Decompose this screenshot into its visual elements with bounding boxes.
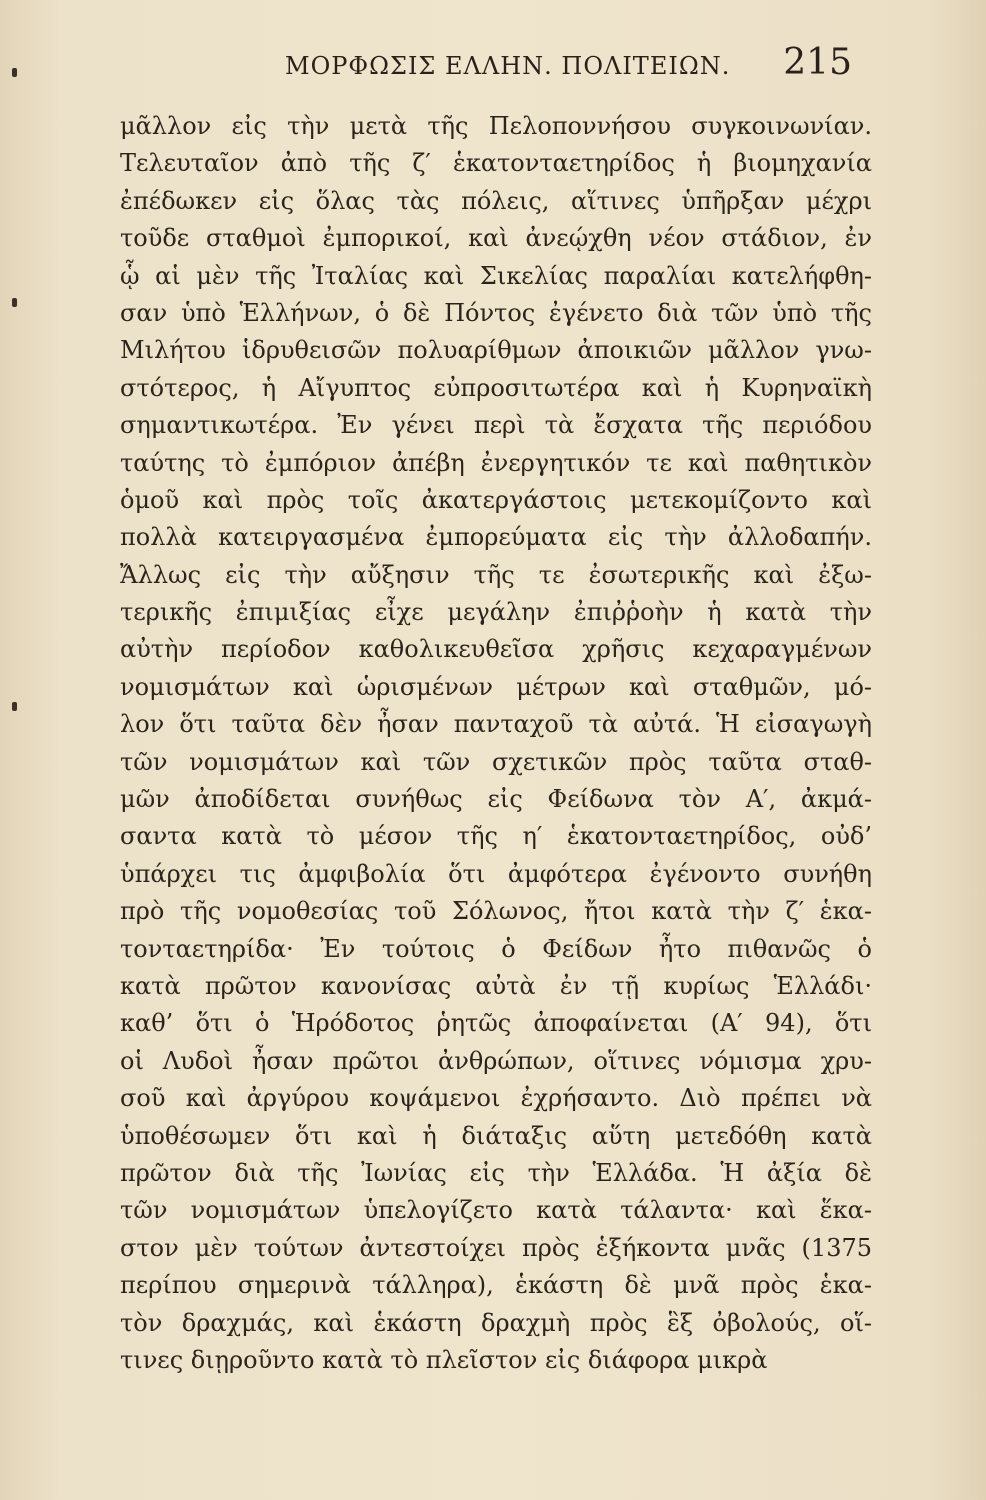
text-line: τερικῆς ἐπιμιξίας εἶχε μεγάλην ἐπιῤῥοὴν ἡ κατὰ τὴν [120,598,872,627]
text-line: ὑποθέσωμεν ὅτι καὶ ἡ διάταξις αὕτη μετεδόθη κατὰ [120,1121,872,1150]
text-line: ᾧ αἱ μὲν τῆς Ἰταλίας καὶ Σικελίας παραλίαι κατελήφθη- [120,261,872,290]
text-line: Ἄλλως εἰς τὴν αὔξησιν τῆς τε ἐσωτερικῆς καὶ ἐξω- [120,560,872,589]
text-line: περίπου σημερινὰ τάλληρα), ἑκάστη δὲ μνᾶ πρὸς ἑκα- [120,1271,872,1300]
text-line: σαντα κατὰ τὸ μέσον τῆς η′ ἑκατονταετηρίδος, οὐδ’ [120,822,872,851]
text-line: στον μὲν τούτων ἀντεστοίχει πρὸς ἑξήκοντα μνᾶς (1375 [120,1233,872,1262]
text-line: ταύτης τὸ ἐμπόριον ἀπέβη ἐνεργητικόν τε καὶ παθητικὸν [120,448,872,477]
page-number: 215 [783,42,852,83]
margin-speck [12,702,17,711]
text-line: ἐπέδωκεν εἰς ὅλας τὰς πόλεις, αἵτινες ὑπῆρξαν μέχρι [120,186,872,215]
text-line: σαν ὑπὸ Ἑλλήνων, ὁ δὲ Πόντος ἐγένετο διὰ τῶν ὑπὸ τῆς [120,298,872,327]
text-line: τοῦδε σταθμοὶ ἐμπορικοί, καὶ ἀνεῴχθη νέον στάδιον, ἐν [120,224,872,253]
page-header [120,38,860,98]
text-line: πρῶτον διὰ τῆς Ἰωνίας εἰς τὴν Ἑλλάδα. Ἡ ἀξία δὲ [120,1158,872,1187]
text-line: νομισμάτων καὶ ὡρισμένων μέτρων καὶ σταθμῶν, μό- [120,672,872,701]
text-line: πρὸ τῆς νομοθεσίας τοῦ Σόλωνος, ἤτοι κατὰ τὴν ζ′ ἑκα- [120,897,872,926]
text-line: αὐτὴν περίοδον καθολικευθεῖσα χρῆσις κεχαραγμένων [120,635,872,664]
margin-speck [12,298,17,307]
body-text [120,108,872,1379]
margin-speck [12,68,17,77]
running-title: ΜΟΡΦΩΣΙΣ ΕΛΛΗΝ. ΠΟΛΙΤΕΙΩΝ. [285,52,731,80]
text-line: κατὰ πρῶτον κανονίσας αὐτὰ ἐν τῇ κυρίως Ἑλλάδι· [120,971,872,1000]
text-line: στότερος, ἡ Αἴγυπτος εὐπροσιτωτέρα καὶ ἡ Κυρηναϊκὴ [120,373,872,402]
text-line: τῶν νομισμάτων καὶ τῶν σχετικῶν πρὸς ταῦτα σταθ- [120,747,872,776]
text-line: ὁμοῦ καὶ πρὸς τοῖς ἀκατεργάστοις μετεκομίζοντο καὶ [120,485,872,514]
text-line: καθ’ ὅτι ὁ Ἡρόδοτος ῥητῶς ἀποφαίνεται (Α′ 94), ὅτι [120,1009,872,1038]
text-line: οἱ Λυδοὶ ἦσαν πρῶτοι ἀνθρώπων, οἵτινες νόμισμα χρυ- [120,1046,872,1075]
text-line: τινες διῃροῦντο κατὰ τὸ πλεῖστον εἰς διάφορα μικρὰ [120,1345,768,1374]
text-line: τονταετηρίδα· Ἐν τούτοις ὁ Φείδων ἦτο πιθανῶς ὁ [120,934,872,963]
text-line: πολλὰ κατειργασμένα ἐμπορεύματα εἰς τὴν ἀλλοδαπήν. [120,523,872,552]
text-line: σοῦ καὶ ἀργύρου κοψάμενοι ἐχρήσαντο. Διὸ πρέπει νὰ [120,1084,872,1113]
text-line: μῶν ἀποδίδεται συνήθως εἰς Φείδωνα τὸν Α′, ἀκμά- [120,785,872,814]
text-line: Μιλήτου ἱδρυθεισῶν πολυαρίθμων ἀποικιῶν μᾶλλον γνω- [120,336,872,365]
text-line: σημαντικωτέρα. Ἐν γένει περὶ τὰ ἔσχατα τῆς περιόδου [120,411,872,440]
text-line: Τελευταῖον ἀπὸ τῆς ζ′ ἑκατονταετηρίδος ἡ βιομηχανία [120,149,872,178]
text-line: ὑπάρχει τις ἀμφιβολία ὅτι ἀμφότερα ἐγένοντο συνήθη [120,859,872,888]
text-line: λον ὅτι ταῦτα δὲν ἦσαν πανταχοῦ τὰ αὐτά. Ἡ εἰσαγωγὴ [120,710,872,739]
text-line: μᾶλλον εἰς τὴν μετὰ τῆς Πελοποννήσου συγκοινωνίαν. [120,112,872,140]
text-line: τῶν νομισμάτων ὑπελογίζετο κατὰ τάλαντα· καὶ ἕκα- [120,1196,872,1225]
text-line: τὸν δραχμάς, καὶ ἑκάστη δραχμὴ πρὸς ἓξ ὀβολούς, οἵ- [120,1308,872,1337]
